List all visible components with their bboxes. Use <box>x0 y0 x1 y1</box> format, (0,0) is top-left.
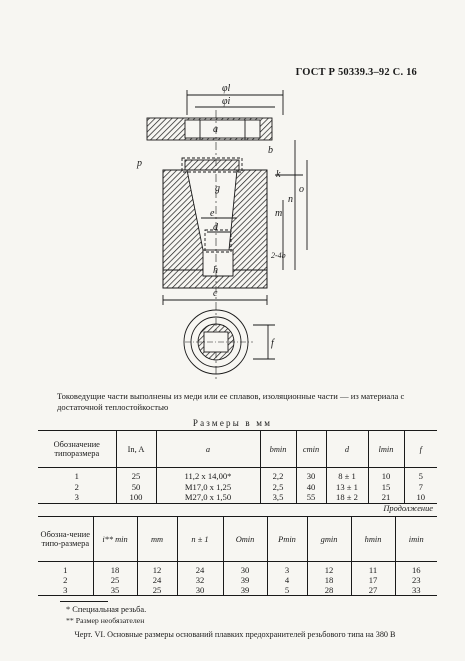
cell: 17 <box>351 575 395 585</box>
table-row <box>38 492 437 503</box>
t2-header-i: i** min <box>93 517 137 562</box>
cell: 1 <box>74 471 79 481</box>
cell: 2,2 <box>260 468 296 482</box>
cell: 3 <box>267 562 307 576</box>
cell: 15 <box>368 482 404 493</box>
cell: 30 <box>223 562 267 576</box>
cell: 11,2 х 14,00* <box>156 468 260 482</box>
label-a: a <box>213 124 218 135</box>
t2-header-n: n ± 1 <box>177 517 223 562</box>
cell: 24 <box>177 562 223 576</box>
cell: 30 <box>296 468 326 482</box>
label-n: n <box>288 194 293 205</box>
cell: 18 <box>307 575 351 585</box>
cell: 39 <box>223 585 267 596</box>
label-p: p <box>137 158 142 169</box>
cell: 33 <box>395 585 437 596</box>
cell: 16 <box>395 562 437 576</box>
footnote-optional-size: ** Размер необязателен <box>66 616 145 625</box>
cell: 27 <box>351 585 395 596</box>
t1-header-lmin: lmin <box>368 431 404 468</box>
description-paragraph: Токоведущие части выполнены из меди или ее сплавов, изоляционные части — из материала с достаточной теплостойкостью <box>57 391 405 412</box>
t1-header-size: Обозначение типоразмера <box>53 440 100 458</box>
t1-header-in: In, A <box>116 431 156 468</box>
label-m: m <box>275 208 283 219</box>
cell: М27,0 х 1,50 <box>156 492 260 503</box>
cell: 10 <box>368 468 404 482</box>
table-row <box>38 468 437 482</box>
cell: 18 <box>93 562 137 576</box>
cell: 25 <box>137 585 177 596</box>
cell: 12 <box>307 562 351 576</box>
label-c: c <box>213 288 218 299</box>
cell: 12 <box>137 562 177 576</box>
dimensions-table-1 <box>38 430 437 504</box>
t2-header-mm: mm <box>137 517 177 562</box>
cell: 13 ± 1 <box>326 482 368 493</box>
table-title: Размеры в мм <box>192 418 273 428</box>
cell: 50 <box>116 482 156 493</box>
cell: 2,5 <box>260 482 296 493</box>
continuation-label: Продолжение <box>383 504 433 513</box>
label-b: b <box>268 145 273 156</box>
page-header: ГОСТ Р 50339.3–92 С. 16 <box>295 67 417 78</box>
label-h: h <box>213 265 218 276</box>
cell: 2 <box>63 575 68 585</box>
cell: 3 <box>63 585 68 595</box>
cell: 7 <box>404 482 437 493</box>
label-phi-i: φi <box>222 96 231 107</box>
table-row <box>38 575 437 585</box>
cell: 35 <box>93 585 137 596</box>
cell: 100 <box>116 492 156 503</box>
cell: 3,5 <box>260 492 296 503</box>
label-f: f <box>271 338 274 349</box>
t1-header-bmin: bmin <box>260 431 296 468</box>
table-row <box>38 482 437 493</box>
cell: 24 <box>137 575 177 585</box>
cell: 5 <box>404 468 437 482</box>
cell: 11 <box>351 562 395 576</box>
cell: 55 <box>296 492 326 503</box>
technical-drawing <box>125 80 325 380</box>
t2-header-omin: Omin <box>223 517 267 562</box>
cell: 23 <box>395 575 437 585</box>
cell: 1 <box>63 565 68 575</box>
t2-header-pmin: Pmin <box>267 517 307 562</box>
label-g: g <box>215 183 220 194</box>
dimensions-table-2 <box>38 516 437 596</box>
figure-caption: Черт. VI. Основные размеры оснований плавких предохранителей резьбового типа на 380 В <box>74 630 396 639</box>
label-phi-l: φl <box>222 83 231 94</box>
footnote-special-thread: * Специальная резьба. <box>66 605 147 614</box>
table-row <box>38 562 437 576</box>
cell: 25 <box>93 575 137 585</box>
cell: 18 ± 2 <box>326 492 368 503</box>
label-k: k <box>276 169 281 180</box>
cell: 4 <box>267 575 307 585</box>
label-d: d <box>213 222 218 233</box>
cell: 2 <box>74 481 79 492</box>
cell: 3 <box>74 492 79 502</box>
footnote-divider <box>60 601 108 602</box>
cell: 10 <box>404 492 437 503</box>
table-row <box>38 585 437 596</box>
cell: 40 <box>296 482 326 493</box>
cell: 8 ± 1 <box>326 468 368 482</box>
cell: 39 <box>223 575 267 585</box>
t2-header-gmin: gmin <box>307 517 351 562</box>
cell: 32 <box>177 575 223 585</box>
t1-header-d: d <box>326 431 368 468</box>
cell: 21 <box>368 492 404 503</box>
t1-header-a: a <box>156 431 260 468</box>
t2-header-hmin: hmin <box>351 517 395 562</box>
cell: 30 <box>177 585 223 596</box>
label-e: e <box>210 208 215 219</box>
t1-header-f: f <box>404 431 437 468</box>
t2-header-imin: imin <box>395 517 437 562</box>
cell: М17,0 х 1,25 <box>156 482 260 493</box>
label-o: o <box>299 184 304 195</box>
t1-header-cmin: cmin <box>296 431 326 468</box>
t2-header-size: Обозна-чение типо-размера <box>40 530 90 548</box>
label-2-4b: 2-4b <box>271 251 286 260</box>
cell: 5 <box>267 585 307 596</box>
cell: 25 <box>116 468 156 482</box>
cell: 28 <box>307 585 351 596</box>
